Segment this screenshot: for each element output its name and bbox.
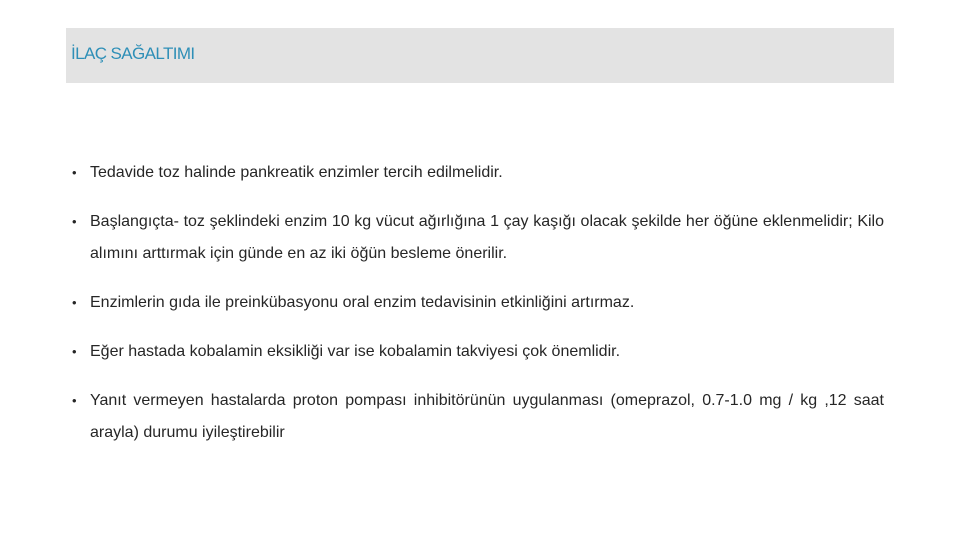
bullet-item [72, 287, 884, 319]
bullet-item [72, 157, 884, 189]
bullet-dot-icon: • [72, 393, 77, 408]
bullet-dot-icon: • [72, 165, 77, 180]
bullet-text: Başlangıçta- toz şeklindeki enzim 10 kg vücut ağırlığına 1 çay kaşığı olacak şekilde her öğüne eklenmelidir; Kilo alımını arttırmak için günde en az iki öğün besleme önerilir. [90, 213, 884, 262]
bullet-text: Eğer hastada kobalamin eksikliği var ise kobalamin takviyesi çok önemlidir. [90, 343, 621, 360]
bullet-dot-icon: • [72, 344, 77, 359]
bullet-text: Tedavide toz halinde pankreatik enzimler tercih edilmelidir. [90, 164, 503, 181]
bullet-text: Yanıt vermeyen hastalarda proton pompası inhibitörünün uygulanması (omeprazol, 0.7-1.0 mg / kg ,12 saat arayla) durumu iyileştirebilir [90, 392, 884, 441]
bullet-dot-icon: • [72, 295, 77, 310]
bullet-text: Enzimlerin gıda ile preinkübasyonu oral enzim tedavisinin etkinliğini artırmaz. [90, 294, 635, 311]
bullet-item [72, 336, 884, 368]
title-bar [66, 28, 894, 83]
bullet-dot-icon: • [72, 214, 77, 229]
bullet-item [72, 206, 884, 270]
bullet-item [72, 385, 884, 449]
slide-title: İLAÇ SAĞALTIMI [71, 44, 195, 63]
bullet-list [72, 157, 884, 466]
